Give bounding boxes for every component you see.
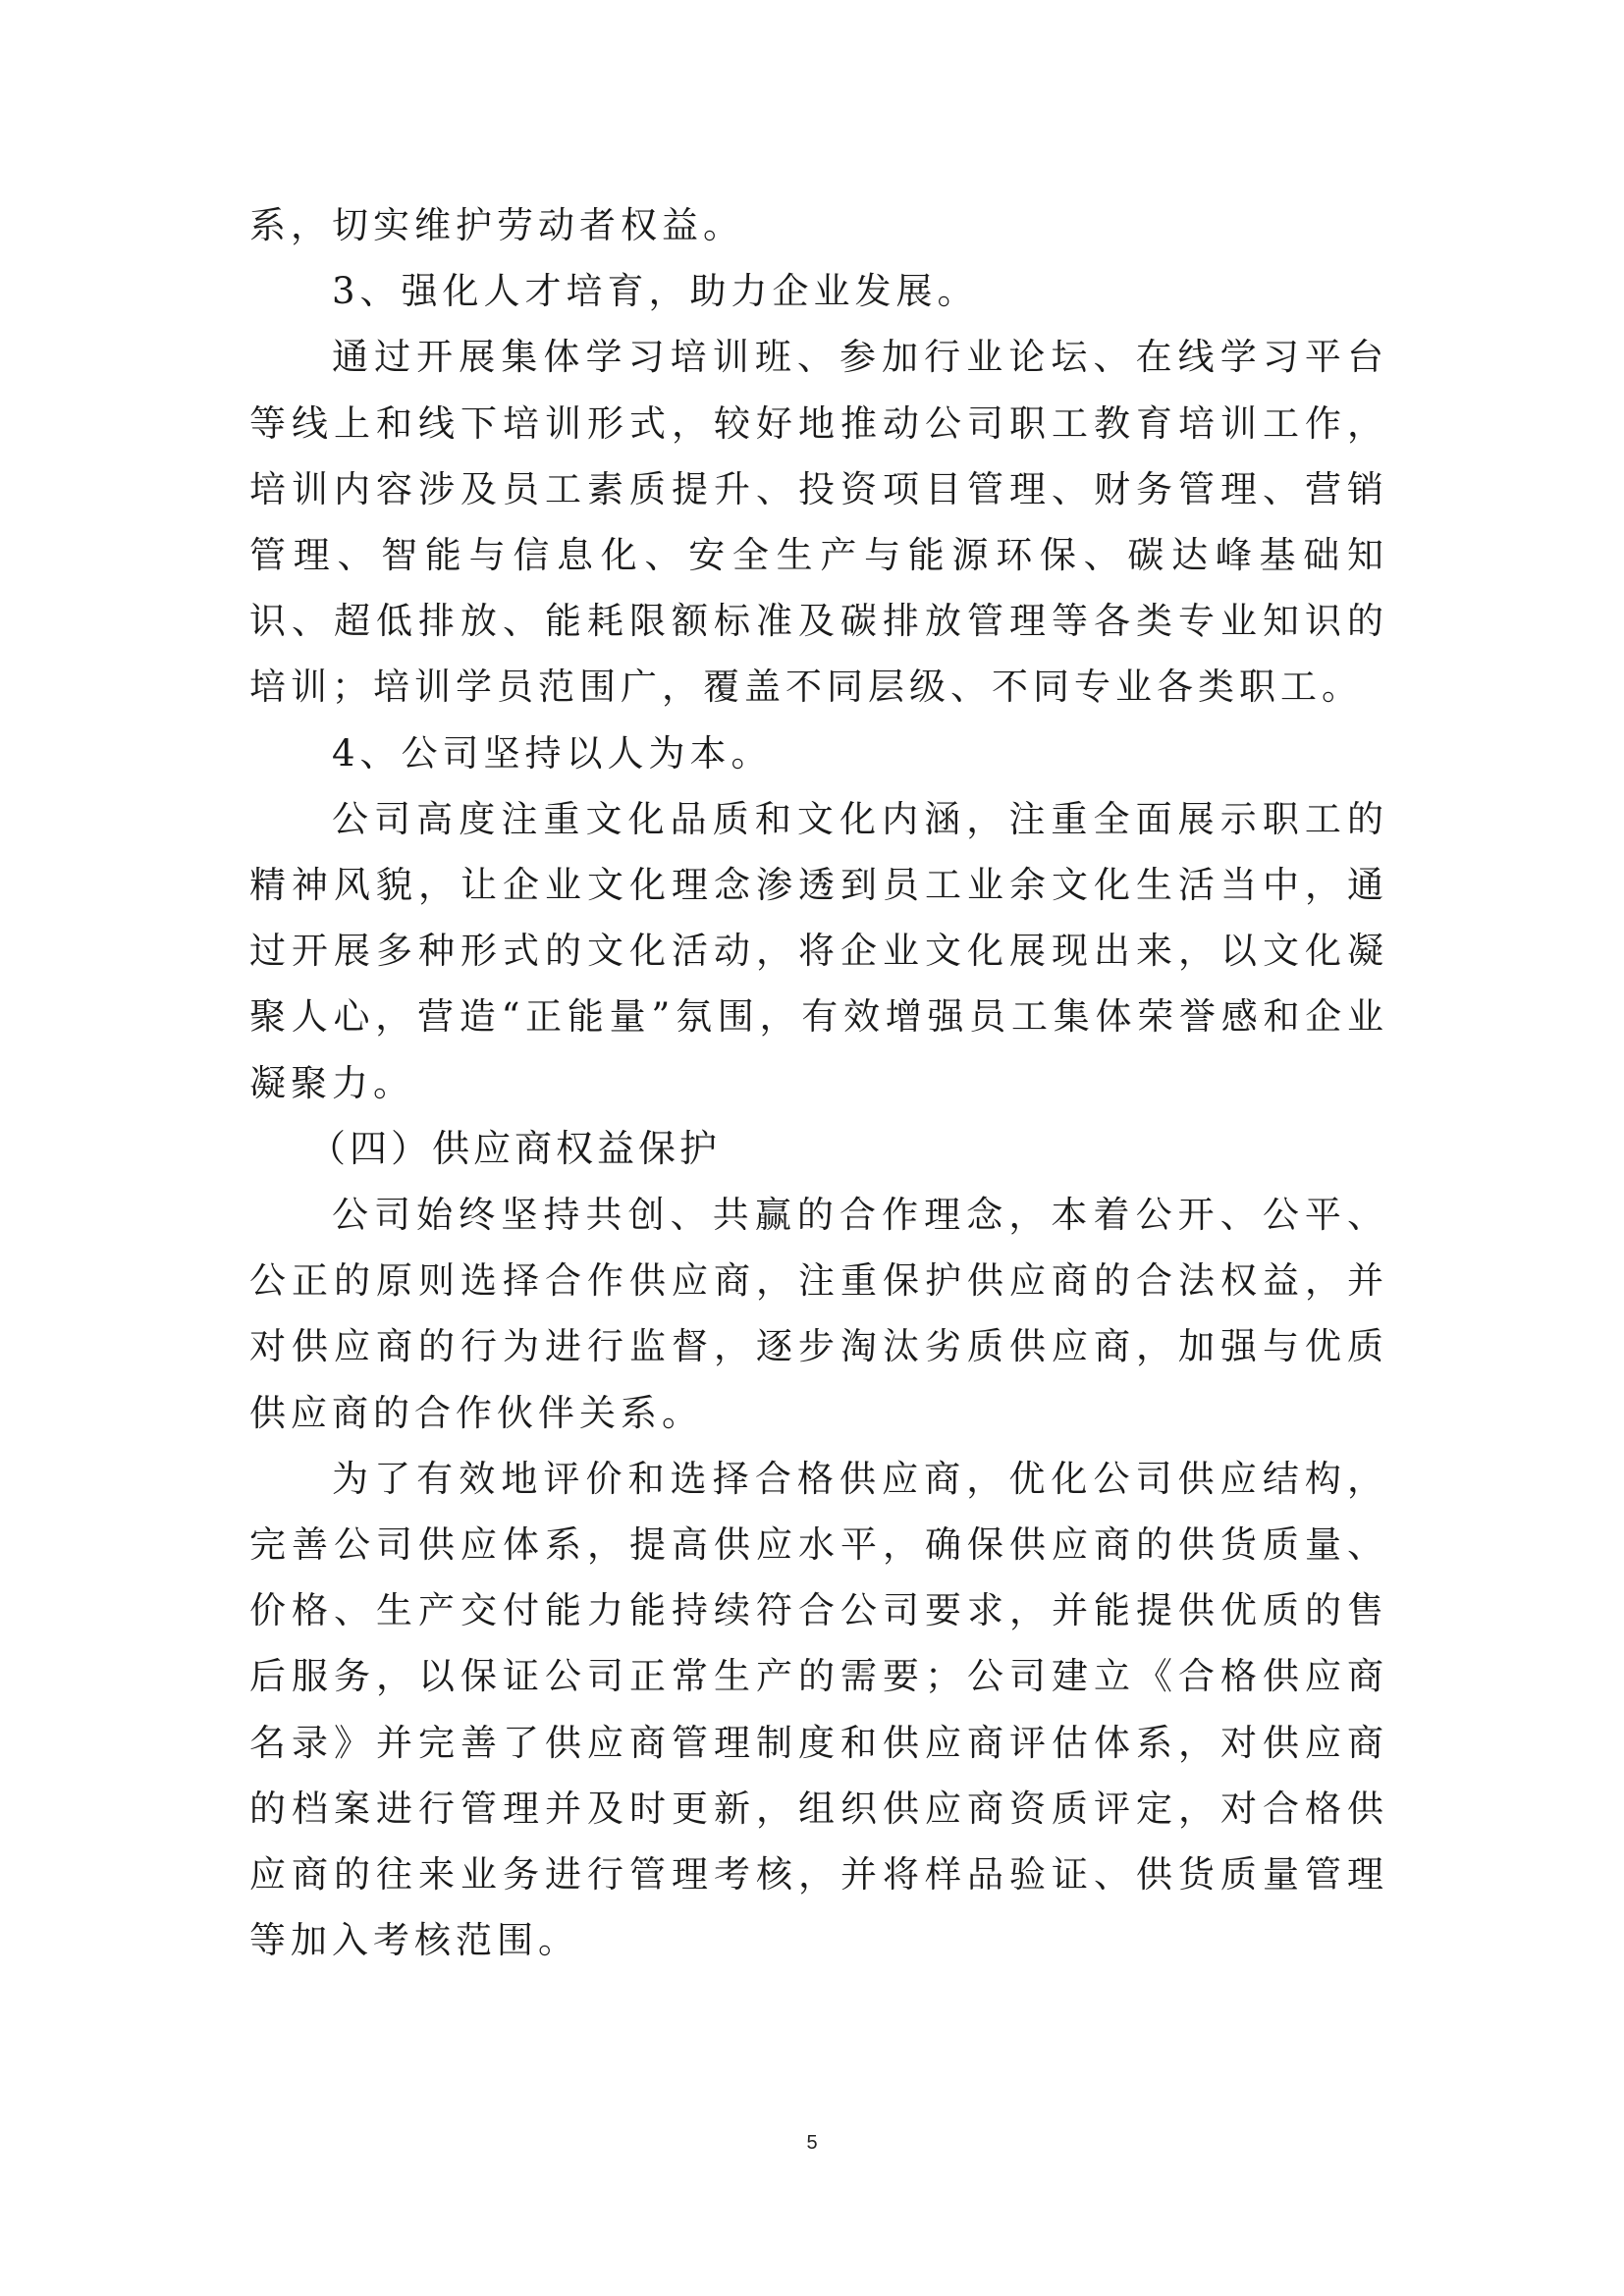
section-heading-supplier-rights: （四）供应商权益保护 [308,1126,722,1170]
paragraph-continuation: 系，切实维护劳动者权益。 [249,204,744,246]
paragraph-supplier-cooperation: 公司始终坚持共创、共赢的合作理念，本着公开、公平、公正的原则选择合作供应商，注重保护供应商的合法权益，并对供应商的行为进行监督，逐步淘汰劣质供应商，加强与优质供应商的合作伙伴关系。 [249,1194,1388,1434]
list-item-people-oriented: 4、公司坚持以人为本。 [332,731,773,774]
paragraph-supplier-management: 为了有效地评价和选择合格供应商，优化公司供应结构，完善公司供应体系，提高供应水平，确保供应商的供货质量、价格、生产交付能力能持续符合公司要求，并能提供优质的售后服务，以保证公司正常生产的需要；公司建立《合格供应商名录》并完善了供应商管理制度和供应商评估体系，对供应商的档案进行管理并及时更新，组织供应商资质评定，对合格供应商的往来业务进行管理考核，并将样品验证、供货质量管理等加入考核范围。 [249,1457,1388,1962]
list-item-talent-training: 3、强化人才培育，助力企业发展。 [332,270,979,313]
paragraph-training-details: 通过开展集体学习培训班、参加行业论坛、在线学习平台等线上和线下培训形式，较好地推动公司职工教育培训工作，培训内容涉及员工素质提升、投资项目管理、财务管理、营销管理、智能与信息化、安全生产与能源环保、碳达峰基础知识、超低排放、能耗限额标准及碳排放管理等各类专业知识的培训；培训学员范围广，覆盖不同层级、不同专业各类职工。 [249,336,1388,709]
page-number: 5 [806,2132,818,2154]
document-body [249,192,1388,1973]
paragraph-corporate-culture: 公司高度注重文化品质和文化内涵，注重全面展示职工的精神风貌，让企业文化理念渗透到员工业余文化生活当中，通过开展多种形式的文化活动，将企业文化展现出来，以文化凝聚人心，营造“正能量”氛围，有效增强员工集体荣誉感和企业凝聚力。 [249,797,1388,1104]
